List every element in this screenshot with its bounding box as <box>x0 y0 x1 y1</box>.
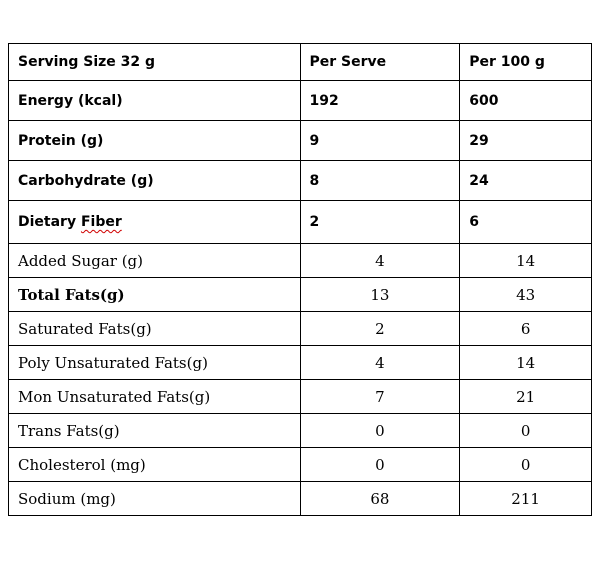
per-serve-value: 2 <box>300 201 460 244</box>
per-serve-value: 0 <box>300 448 460 482</box>
spellcheck-flagged-word: Fiber <box>80 214 122 230</box>
nutrient-name: Poly Unsaturated Fats(g) <box>9 346 301 380</box>
table-row <box>9 81 592 121</box>
per-100g-value: 211 <box>460 482 592 516</box>
nutrient-name <box>9 201 301 244</box>
per-100g-value: 0 <box>460 414 592 448</box>
nutrient-name: Cholesterol (mg) <box>9 448 301 482</box>
table-row <box>9 414 592 448</box>
per-100g-value: 0 <box>460 448 592 482</box>
nutrient-name: Carbohydrate (g) <box>9 161 301 201</box>
per-serve-value: 9 <box>300 121 460 161</box>
nutrient-name: Mon Unsaturated Fats(g) <box>9 380 301 414</box>
serving-size-header: Serving Size 32 g <box>9 44 301 81</box>
per-serve-value: 8 <box>300 161 460 201</box>
nutrient-name: Added Sugar (g) <box>9 244 301 278</box>
per-100g-value: 21 <box>460 380 592 414</box>
per-100g-value: 6 <box>460 312 592 346</box>
table-row <box>9 278 592 312</box>
per-serve-header: Per Serve <box>300 44 460 81</box>
per-100g-value: 14 <box>460 346 592 380</box>
table-row <box>9 448 592 482</box>
per-serve-value: 7 <box>300 380 460 414</box>
table-row <box>9 312 592 346</box>
per-100g-value: 29 <box>460 121 592 161</box>
header-row <box>9 44 592 81</box>
per-100g-header: Per 100 g <box>460 44 592 81</box>
per-serve-value: 0 <box>300 414 460 448</box>
table-row <box>9 201 592 244</box>
nutrient-name: Energy (kcal) <box>9 81 301 121</box>
table-row <box>9 121 592 161</box>
table-row <box>9 161 592 201</box>
nutrient-name: Sodium (mg) <box>9 482 301 516</box>
table-row <box>9 346 592 380</box>
per-100g-value: 24 <box>460 161 592 201</box>
table-row <box>9 482 592 516</box>
per-100g-value: 43 <box>460 278 592 312</box>
per-serve-value: 68 <box>300 482 460 516</box>
nutrient-name-main: Dietary <box>18 214 81 230</box>
per-100g-value: 14 <box>460 244 592 278</box>
per-serve-value: 4 <box>300 346 460 380</box>
per-serve-value: 2 <box>300 312 460 346</box>
nutrient-name: Saturated Fats(g) <box>9 312 301 346</box>
per-serve-value: 13 <box>300 278 460 312</box>
nutrient-name: Trans Fats(g) <box>9 414 301 448</box>
per-serve-value: 4 <box>300 244 460 278</box>
table-row <box>9 380 592 414</box>
per-100g-value: 600 <box>460 81 592 121</box>
table-row <box>9 244 592 278</box>
per-serve-value: 192 <box>300 81 460 121</box>
per-100g-value: 6 <box>460 201 592 244</box>
nutrition-table <box>8 43 592 516</box>
nutrient-name: Protein (g) <box>9 121 301 161</box>
nutrient-name: Total Fats(g) <box>9 278 301 312</box>
